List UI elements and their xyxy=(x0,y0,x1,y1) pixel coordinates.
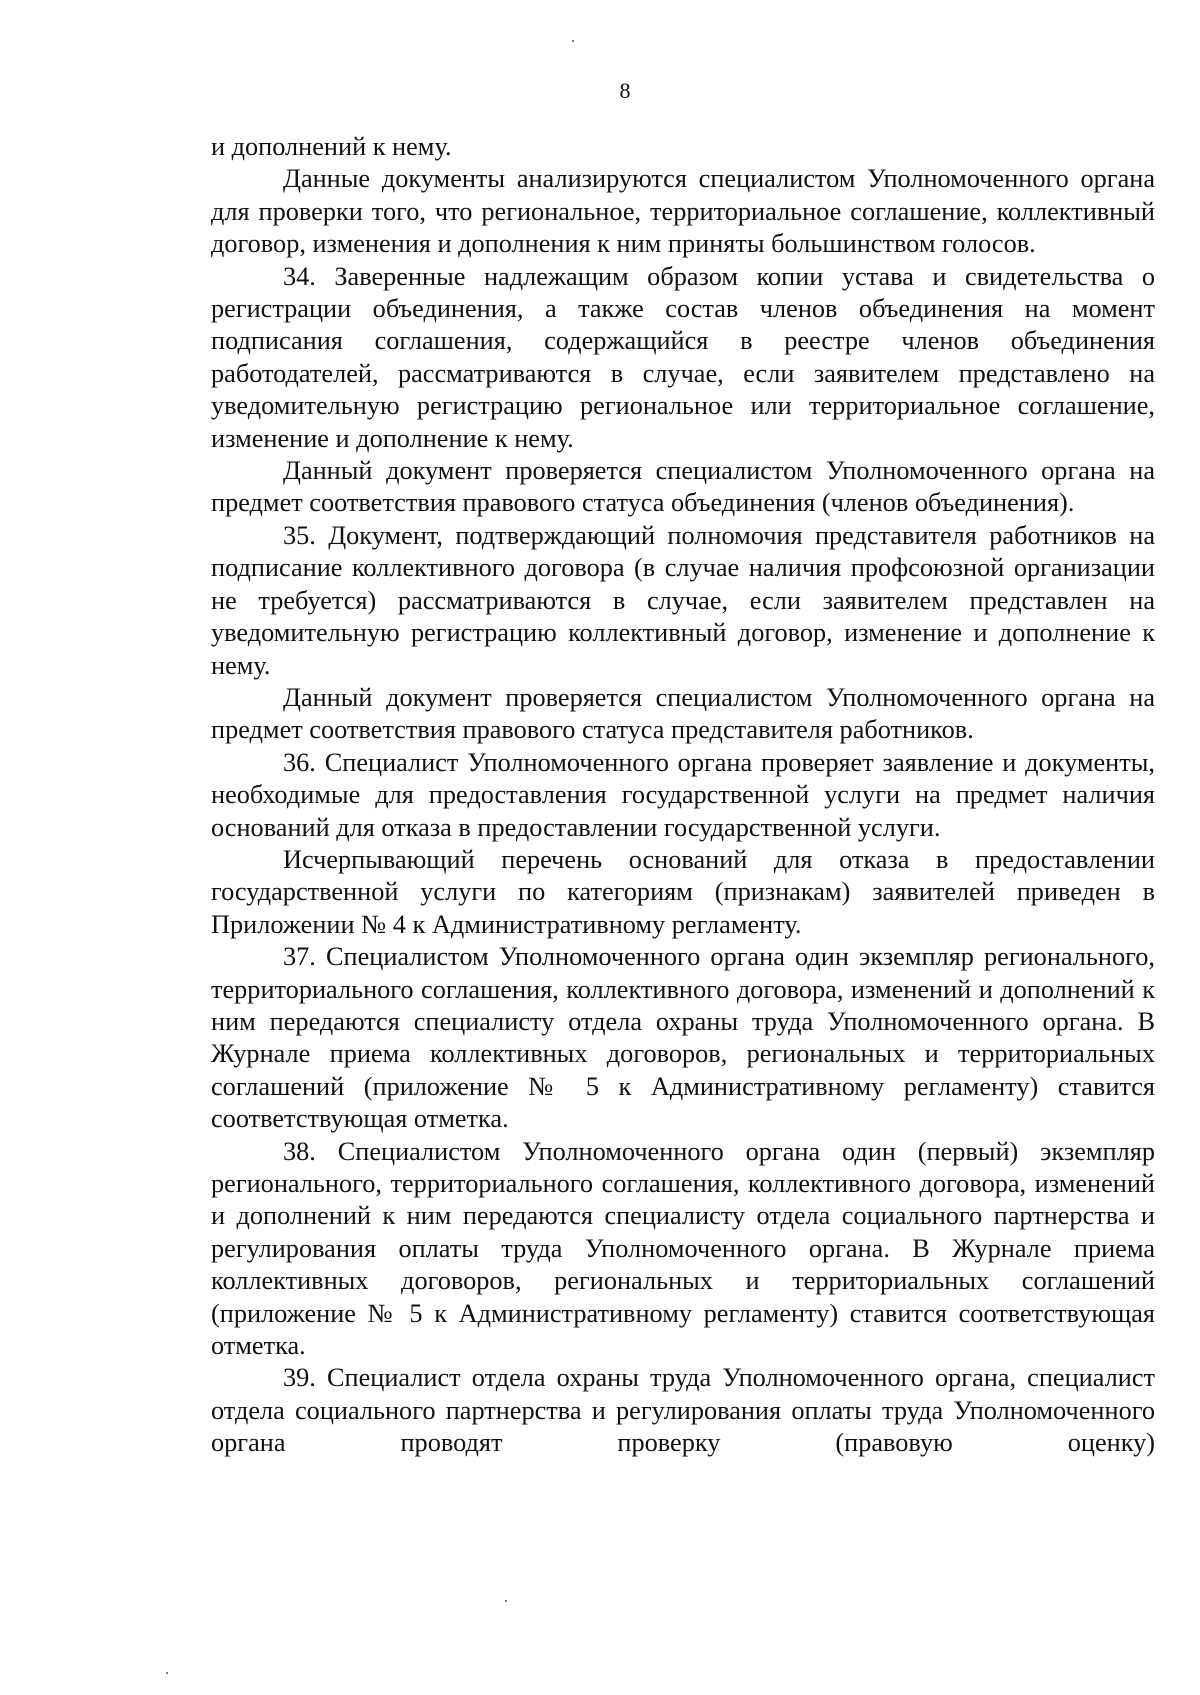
paragraph-item-34-check: Данный документ проверяется специалистом Уполномоченного органа на предмет соответствия правового статуса объединения (членов объединения). xyxy=(211,456,1155,518)
scan-speck xyxy=(166,1672,168,1674)
paragraph-item-37: 37. Специалистом Уполномоченного органа один экземпляр регионального, территориального соглашения, коллективного договора, изменений и дополнений к ним передаются специалисту отдела охраны труда Уполномоченного органа. В Журнале приема коллективных договоров, региональных и территориальных соглашений (приложение № 5 к Административному регламенту) ставится соответствующая отметка. xyxy=(211,942,1155,1134)
paragraph-continuation: и дополнений к нему. xyxy=(211,132,452,161)
paragraph-item-35: 35. Документ, подтверждающий полномочия представителя работников на подписание коллективного договора (в случае наличия профсоюзной организации не требуется) рассматриваются в случае, если заявителем представлен на уведомительную регистрацию коллективный договор, изменение и дополнение к нему. xyxy=(211,520,1155,680)
paragraph-item-36-refusal-list: Исчерпывающий перечень оснований для отказа в предоставлении государственной услуги по категориям (признакам) заявителей приведен в Приложении № 4 к Административному регламенту. xyxy=(211,844,1155,939)
paragraph-item-39: 39. Специалист отдела охраны труда Уполномоченного органа, специалист отдела социального партнерства и регулирования оплаты труда Уполномоченного органа проводят проверку (правовую оценку) xyxy=(211,1363,1155,1458)
scan-speck xyxy=(572,40,574,42)
scan-speck xyxy=(505,1600,507,1602)
paragraph-documents-analysis: Данные документы анализируются специалистом Уполномоченного органа для проверки того, что региональное, территориальное соглашение, коллективный договор, изменения и дополнения к ним приняты большинством голосов. xyxy=(211,164,1155,259)
document-body xyxy=(211,131,1155,1460)
page-number: 8 xyxy=(619,78,631,103)
paragraph-item-38: 38. Специалистом Уполномоченного органа один (первый) экземпляр регионального, территориального соглашения, коллективного договора, изменений и дополнений к ним передаются специалисту отдела социального партнерства и регулирования оплаты труда Уполномоченного органа. В Журнале приема коллективных договоров, региональных и территориальных соглашений (приложение № 5 к Административному регламенту) ставится соответствующая отметка. xyxy=(211,1136,1155,1361)
paragraph-item-35-check: Данный документ проверяется специалистом Уполномоченного органа на предмет соответствия правового статуса представителя работников. xyxy=(211,682,1155,745)
paragraph-item-34: 34. Заверенные надлежащим образом копии устава и свидетельства о регистрации объединения, а также состав членов объединения на момент подписания соглашения, содержащийся в реестре членов объединения работодателей, рассматриваются в случае, если заявителем представлено на уведомительную регистрацию региональное или территориальное соглашение, изменение и дополнение к нему. xyxy=(211,261,1155,453)
paragraph-item-36: 36. Специалист Уполномоченного органа проверяет заявление и документы, необходимые для предоставления государственной услуги на предмет наличия оснований для отказа в предоставлении государственной услуги. xyxy=(211,747,1155,842)
